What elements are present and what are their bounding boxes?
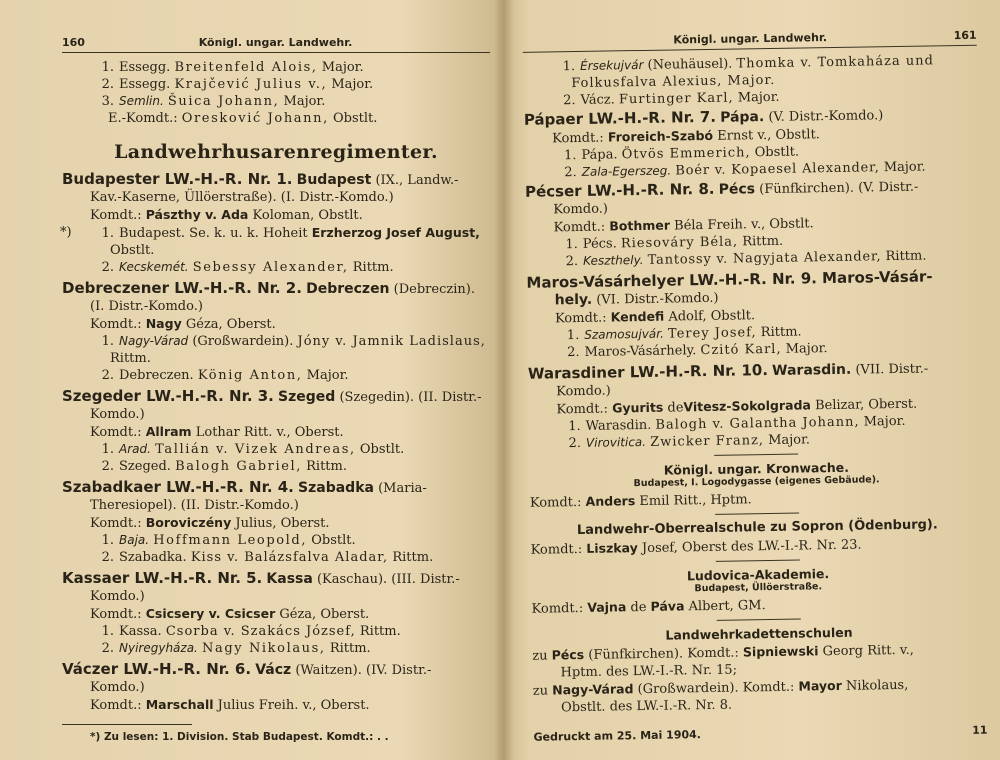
regiment-4: Szabadkaer LW.-H.-R. Nr. 4. Szabadka (Maria- Theresiopel). (II. Distr.-Komdo.) Komdt.: Boroviczény Julius, Oberst. 1. Baja. Hoffmann Leopold, Obstlt. 2. Szabadka. Kiss v. Balázsfalva Aladar, Rittm. xyxy=(62,478,434,565)
section-title: Landwehrhusarenregimenter. xyxy=(114,141,438,163)
right-running-title: Königl. ungar. Landwehr. xyxy=(673,31,828,47)
right-page-number: 161 xyxy=(953,28,977,43)
footnote-rule xyxy=(62,724,192,725)
regiment-9: Maros-Vásárhelyer LW.-H.-R. Nr. 9. Maros-Vásár- hely. (VI. Distr.-Komdo.) Komdt.: Kendefi Adolf, Obstlt. 1. Szamosujvár. Terey Josef, Rittm. 2. Maros-Vásárhely. Czitó Karl, Major. xyxy=(526,267,933,361)
ekomdt-line: E.-Komdt.: Oresković Johann, Obstlt. xyxy=(108,111,378,126)
printed-date: Gedruckt am 25. Mai 1904. xyxy=(533,728,702,744)
footnote-marker: *) xyxy=(60,225,72,240)
left-page-number: 160 xyxy=(62,36,85,49)
right-page-footer xyxy=(533,724,987,744)
kadetten-line-1: zu Pécs (Fünfkirchen). Komdt.: Sipniewski Georg Ritt. v., xyxy=(532,642,915,664)
kronwache-title: Königl. ungar. Kronwache. xyxy=(663,459,850,478)
regiment-3: Szegeder LW.-H.-R. Nr. 3. Szeged (Szegedin). (II. Distr.- Komdo.) Komdt.: Allram Lothar Ritt. v., Oberst. 1. Arad. Tallián v. Vizek Andreas, Obstlt. 2. Szeged. Balogh Gabriel, Rittm. xyxy=(62,387,482,474)
cont-line-3: 3. Semlin. Šuica Johann, Major. xyxy=(101,94,326,109)
oberrealschule-komdt: Komdt.: Liszkay Josef, Oberst des LW.-I.-R. Nr. 23. xyxy=(530,537,862,558)
kadetten-title: Landwehrkadettenschulen xyxy=(665,624,853,643)
ludovica-title: Ludovica-Akademie. xyxy=(686,566,830,584)
kadetten-line-1-cont: Hptm. des LW.-I.-R. Nr. 15; xyxy=(560,662,738,681)
top-line-1: 1. Érsekujvár (Neuhäusel). Thomka v. Tomkaháza und xyxy=(562,53,934,75)
top-line-3: 2. Vácz. Furtinger Karl, Major. xyxy=(563,89,780,109)
regiment-10: Warasdiner LW.-H.-R. Nr. 10. Warasdin. (VII. Distr.- Komdo.) Komdt.: Gyurits deVitesz-Sokolgrada Belizar, Oberst. 1. Warasdin. Balogh v. Galantha Johann, Major. 2. Virovitica. Zwicker Franz, Major. xyxy=(527,361,929,452)
right-page-header xyxy=(523,29,977,53)
regiment-2: Debreczener LW.-H.-R. Nr. 2. Debreczen (Debreczin). (I. Distr.-Komdo.) Komdt.: Nagy Géza, Oberst. 1. Nagy-Várad (Großwardein). Jóny v. Jamnik Ladislaus, Rittm. 2. Debreczen. König Anton, Major. xyxy=(62,279,486,383)
regiment-1: Budapester LW.-H.-R. Nr. 1. Budapest (IX., Landw.- Kav.-Kaserne, Üllöerstraße). (I. Distr.-Komdo.) Komdt.: Pászthy v. Ada Koloman, Obstlt. *) 1. Budapest. Se. k. u. k. Hoheit Erzherzog Josef August, Obstlt. 2. Kecskemét. Sebessy Alexander, Rittm. xyxy=(60,170,480,275)
top-line-2: Folkusfalva Alexius, Major. xyxy=(571,72,776,92)
kadetten-line-2-cont: Obstlt. des LW.-I.-R. Nr. 8. xyxy=(561,697,733,716)
ludovica-komdt: Komdt.: Vajna de Páva Albert, GM. xyxy=(531,598,766,617)
ludovica-address: Budapest, Üllöerstraße. xyxy=(694,581,823,595)
footnote: *) Zu lesen: 1. Division. Stab Budapest. Komdt.: . . xyxy=(90,731,389,743)
section-rule-1 xyxy=(714,454,798,456)
section-rule-3 xyxy=(716,560,800,562)
sheet-number: 11 xyxy=(972,723,988,737)
cont-line-1: 1. Essegg. Breitenfeld Alois, Major. xyxy=(101,60,364,75)
oberrealschule-title: Landwehr-Oberrealschule zu Sopron (Ödenburg). xyxy=(576,517,938,539)
kronwache-address: Budapest, I. Logodygasse (eigenes Gebäude). xyxy=(633,474,880,490)
regiment-8: Pécser LW.-H.-R. Nr. 8. Pécs (Fünfkirchen). (V. Distr.- Komdo.) Komdt.: Bothmer Béla Freih. v., Obstlt. 1. Pécs. Riesováry Béla, Rittm. 2. Keszthely. Tantossy v. Nagyjata Alexander, Rittm. xyxy=(524,179,927,270)
section-rule-4 xyxy=(717,619,801,621)
kadetten-line-2: zu Nagy-Várad (Großwardein). Komdt.: Mayor Nikolaus, xyxy=(532,677,909,699)
left-running-title: Königl. ungar. Landwehr. xyxy=(198,36,353,49)
left-page-header xyxy=(62,36,490,53)
regiment-6: Váczer LW.-H.-R. Nr. 6. Vácz (Waitzen). (IV. Distr.- Komdo.) Komdt.: Marschall Julius Freih. v., Oberst. xyxy=(62,660,432,713)
regiment-5: Kassaer LW.-H.-R. Nr. 5. Kassa (Kaschau). (III. Distr.- Komdo.) Komdt.: Csicsery v. Csicser Géza, Oberst. 1. Kassa. Csorba v. Szakács József, Rittm. 2. Nyiregyháza. Nagy Nikolaus, Rittm. xyxy=(62,569,460,656)
cont-line-2: 2. Essegg. Krajčević Julius v., Major. xyxy=(101,77,374,92)
kronwache-komdt: Komdt.: Anders Emil Ritt., Hptm. xyxy=(529,492,752,511)
right-page xyxy=(512,0,1000,760)
section-rule-2 xyxy=(715,513,799,515)
regiment-7: Pápaer LW.-H.-R. Nr. 7. Pápa. (V. Distr.-Komdo.) Komdt.: Froreich-Szabó Ernst v., Obstlt. 1. Pápa. Ötvös Emmerich, Obstlt. 2. Zala-Egerszeg. Boér v. Kopaesel Alexander, Major. xyxy=(523,107,926,181)
